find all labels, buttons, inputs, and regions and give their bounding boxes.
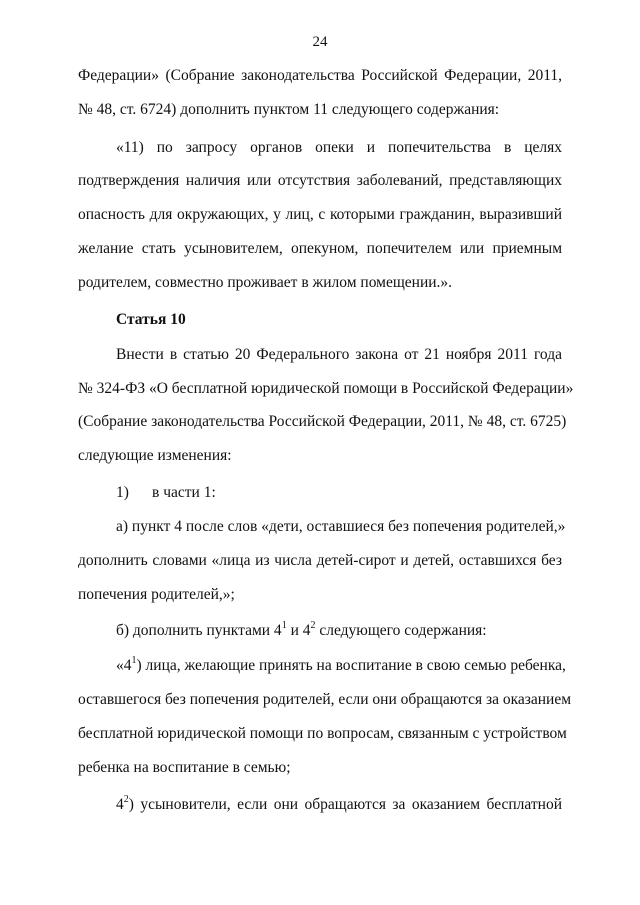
text-line: следующие изменения: bbox=[78, 447, 232, 464]
text-line: родителем, совместно проживает в жилом помещении.». bbox=[78, 274, 453, 291]
text-line: а) пункт 4 после слов «дети, оставшиеся без попечения родителей,» bbox=[116, 518, 566, 535]
superscript: 1 bbox=[281, 619, 287, 631]
list-item-1 bbox=[116, 483, 216, 503]
text-fragment: ) лица, желающие принять на воспитание в свою семью ребенка, bbox=[136, 657, 566, 674]
text-line: бесплатной юридической помощи по вопросам, связанным с устройством bbox=[78, 725, 567, 742]
text-line: опасность для окружающих, у лиц, с которыми гражданин, выразивший bbox=[78, 206, 562, 223]
quoted-item-11: «11) по запросу органов опеки и попечительства в целях bbox=[116, 139, 562, 156]
superscript: 1 bbox=[131, 654, 137, 666]
text-fragment: б) дополнить пунктами 4 bbox=[116, 622, 282, 639]
quoted-item-4-1 bbox=[116, 654, 566, 676]
list-number: 1) bbox=[116, 484, 129, 501]
text-line: желание стать усыновителем, опекуном, попечителем или приемным bbox=[78, 240, 562, 257]
text-line bbox=[116, 621, 487, 641]
text-fragment: «4 bbox=[116, 657, 132, 674]
text-line: № 48, ст. 6724) дополнить пунктом 11 следующего содержания: bbox=[78, 101, 500, 118]
text-line: ребенка на воспитание в семью; bbox=[78, 759, 291, 776]
text-line: подтверждения наличия или отсутствия заболеваний, представляющих bbox=[78, 172, 562, 189]
superscript: 2 bbox=[310, 619, 316, 631]
superscript: 2 bbox=[123, 793, 129, 805]
text-fragment: ) усыновители, если они обращаются за оказанием бесплатной bbox=[128, 796, 562, 813]
text-fragment: следующего содержания: bbox=[315, 622, 487, 639]
text-fragment: 4 bbox=[116, 796, 124, 813]
article-heading: Статья 10 bbox=[116, 311, 186, 328]
text-line: оставшегося без попечения родителей, если они обращаются за оказанием bbox=[78, 691, 572, 708]
text-line: № 324-ФЗ «О бесплатной юридической помощи в Российской Федерации» bbox=[78, 380, 574, 397]
quoted-item-4-2 bbox=[116, 795, 562, 815]
text-line: (Собрание законодательства Российской Федерации, 2011, № 48, ст. 6725) bbox=[78, 413, 567, 430]
text-fragment: и 4 bbox=[286, 622, 311, 639]
text-line: Внести в статью 20 Федерального закона от 21 ноября 2011 года bbox=[116, 346, 562, 363]
text-line: попечения родителей,»; bbox=[78, 586, 235, 603]
list-text: в части 1: bbox=[152, 484, 216, 501]
text-line: Федерации» (Собрание законодательства Российской Федерации, 2011, bbox=[78, 67, 562, 84]
page-number: 24 bbox=[312, 34, 328, 50]
text-line: дополнить словами «лица из числа детей-сирот и детей, оставшихся без bbox=[78, 552, 562, 569]
